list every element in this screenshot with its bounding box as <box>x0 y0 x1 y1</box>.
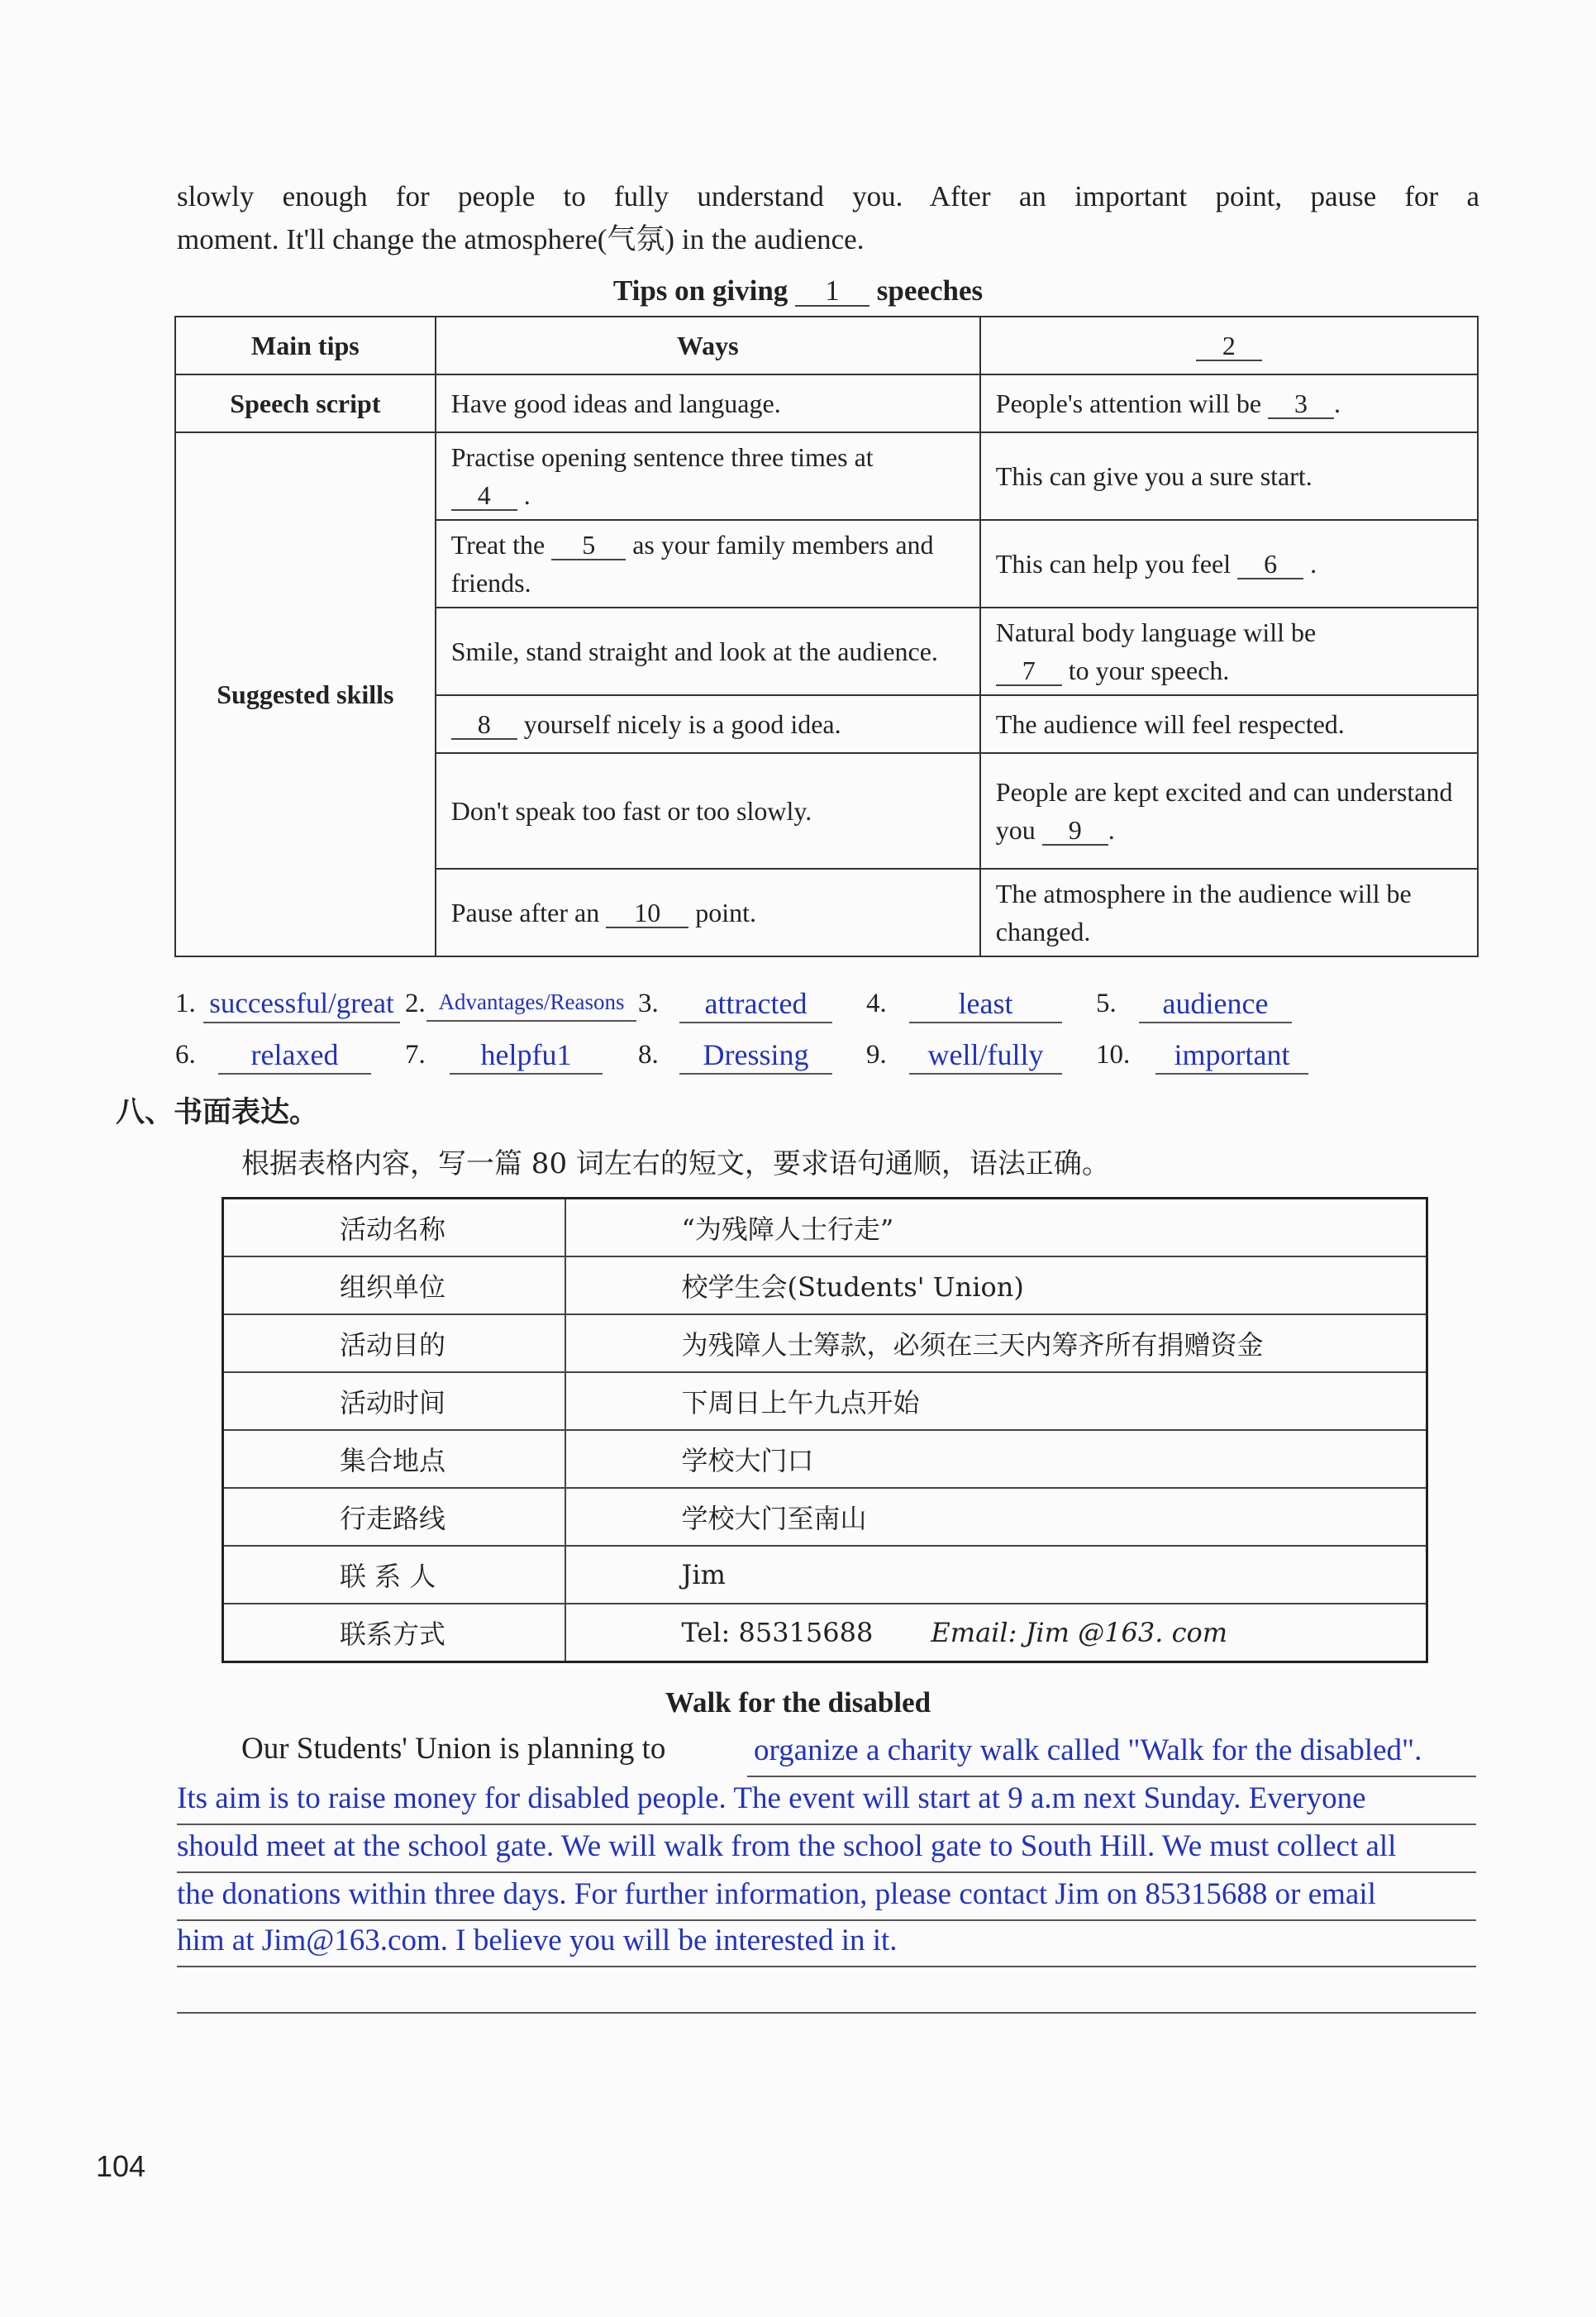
answer-8-number: 8. <box>638 1040 659 1070</box>
header-main-tips: Main tips <box>175 317 436 374</box>
skill-row-2-way: Treat the 5 as your family members and friends. <box>436 520 980 608</box>
intro-paragraph <box>177 175 1479 261</box>
intro-line-2: moment. It'll change the atmosphere(气氛) in the audience. <box>177 223 865 255</box>
writing-prompt: Our Students' Union is planning to <box>241 1732 666 1766</box>
info-key: 组织单位 <box>223 1256 565 1314</box>
writing-line <box>177 1966 1476 1967</box>
answer-8: Dressing <box>679 1037 832 1075</box>
answer-10-number: 10. <box>1096 1040 1131 1070</box>
answer-6-number: 6. <box>175 1040 196 1070</box>
section-8-instruction: 根据表格内容，写一篇 80 词左右的短文，要求语句通顺，语法正确。 <box>241 1147 1110 1180</box>
answer-7: helpfu1 <box>450 1037 603 1075</box>
skill-row-2-effect: This can help you feel 6 . <box>980 520 1478 608</box>
answer-3-number: 3. <box>638 989 659 1018</box>
writing-line <box>747 1776 1476 1777</box>
skill-row-5-effect: People are kept excited and can understand you 9 . <box>980 753 1478 869</box>
skill-row-6-way: Pause after an 10 point. <box>436 869 980 956</box>
info-row <box>223 1488 1427 1546</box>
answer-7-number: 7. <box>405 1040 426 1070</box>
answer-1: successful/great <box>203 985 400 1023</box>
info-row <box>223 1430 1427 1488</box>
writing-line <box>177 1871 1476 1873</box>
page-number: 104 <box>96 2149 146 2183</box>
speech-script-label: Speech script <box>175 374 436 432</box>
writing-line-4: the donations within three days. For further information, please contact Jim on 85315688 or email <box>177 1877 1376 1911</box>
info-row <box>223 1546 1427 1604</box>
activity-info-table <box>222 1197 1428 1663</box>
answer-4: least <box>909 985 1062 1023</box>
info-value: 学校大门口 <box>565 1430 1427 1488</box>
writing-line-empty <box>177 2012 1476 2014</box>
writing-line <box>177 1919 1476 1921</box>
speech-script-way: Have good ideas and language. <box>436 374 980 432</box>
tips-title-blank: 1 <box>795 277 869 307</box>
skill-row-5-way: Don't speak too fast or too slowly. <box>436 753 980 869</box>
header-blank-2: 2 <box>1196 331 1262 361</box>
info-value: 下周日上午九点开始 <box>565 1372 1427 1430</box>
skill-row-4-way: 8 yourself nicely is a good idea. <box>436 695 980 753</box>
tips-title-prefix: Tips on giving <box>612 274 788 307</box>
writing-line-3: should meet at the school gate. We will walk from the school gate to South Hill. We must collect all <box>177 1829 1397 1863</box>
contact-email: Email: Jim @163. com <box>931 1617 1228 1648</box>
writing-line-5: him at Jim@163.com. I believe you will be interested in it. <box>177 1924 898 1957</box>
tips-title-suffix: speeches <box>876 274 984 307</box>
info-row <box>223 1314 1427 1372</box>
answer-5: audience <box>1139 985 1292 1023</box>
writing-title: Walk for the disabled <box>665 1686 931 1719</box>
writing-line-2: Its aim is to raise money for disabled people. The event will start at 9 a.m next Sunday. Everyone <box>177 1781 1366 1815</box>
skill-row-3-way: Smile, stand straight and look at the audience. <box>436 608 980 695</box>
info-value: 为残障人士筹款，必须在三天内筹齐所有捐赠资金 <box>565 1314 1427 1372</box>
info-row <box>223 1256 1427 1314</box>
info-key: 活动名称 <box>223 1199 565 1257</box>
info-value-contact <box>565 1604 1427 1662</box>
info-row <box>223 1604 1427 1662</box>
skill-row-1-effect: This can give you a sure start. <box>980 432 1478 520</box>
info-value: 学校大门至南山 <box>565 1488 1427 1546</box>
section-8-heading: 八、书面表达。 <box>116 1095 319 1129</box>
answer-2: Advantages/Reasons <box>426 984 636 1022</box>
answer-9: well/fully <box>909 1037 1062 1075</box>
suggested-skills-label: Suggested skills <box>175 432 436 956</box>
contact-tel: Tel: 85315688 <box>681 1617 874 1648</box>
info-value: “为残障人士行走” <box>565 1199 1427 1257</box>
answer-9-number: 9. <box>866 1040 887 1070</box>
info-key: 活动时间 <box>223 1372 565 1430</box>
answer-4-number: 4. <box>866 989 887 1018</box>
tips-title <box>0 274 1596 308</box>
header-ways: Ways <box>436 317 980 374</box>
answer-10: important <box>1155 1037 1308 1075</box>
info-value: 校学生会(Students' Union) <box>565 1256 1427 1314</box>
info-key: 联 系 人 <box>223 1546 565 1604</box>
info-key: 活动目的 <box>223 1314 565 1372</box>
answer-1-number: 1. <box>175 989 196 1018</box>
info-key: 联系方式 <box>223 1604 565 1662</box>
answer-5-number: 5. <box>1096 989 1117 1018</box>
answer-2-number: 2. <box>405 989 426 1018</box>
info-key: 行走路线 <box>223 1488 565 1546</box>
answer-3: attracted <box>679 985 832 1023</box>
writing-line <box>177 1824 1476 1825</box>
info-value: Jim <box>565 1546 1427 1604</box>
answer-6: relaxed <box>218 1037 371 1075</box>
skill-row-4-effect: The audience will feel respected. <box>980 695 1478 753</box>
info-row <box>223 1199 1427 1257</box>
skill-row-1-way: Practise opening sentence three times at 4 . <box>436 432 980 520</box>
writing-line-1: organize a charity walk called "Walk for the disabled". <box>754 1733 1422 1767</box>
info-key: 集合地点 <box>223 1430 565 1488</box>
intro-line-1: slowly enough for people to fully understand you. After an important point, pause for a <box>177 180 1479 212</box>
speech-script-effect: People's attention will be 3 . <box>980 374 1478 432</box>
tips-table <box>174 316 1479 957</box>
info-row <box>223 1372 1427 1430</box>
skill-row-6-effect: The atmosphere in the audience will be changed. <box>980 869 1478 956</box>
skill-row-3-effect: Natural body language will be 7 to your speech. <box>980 608 1478 695</box>
